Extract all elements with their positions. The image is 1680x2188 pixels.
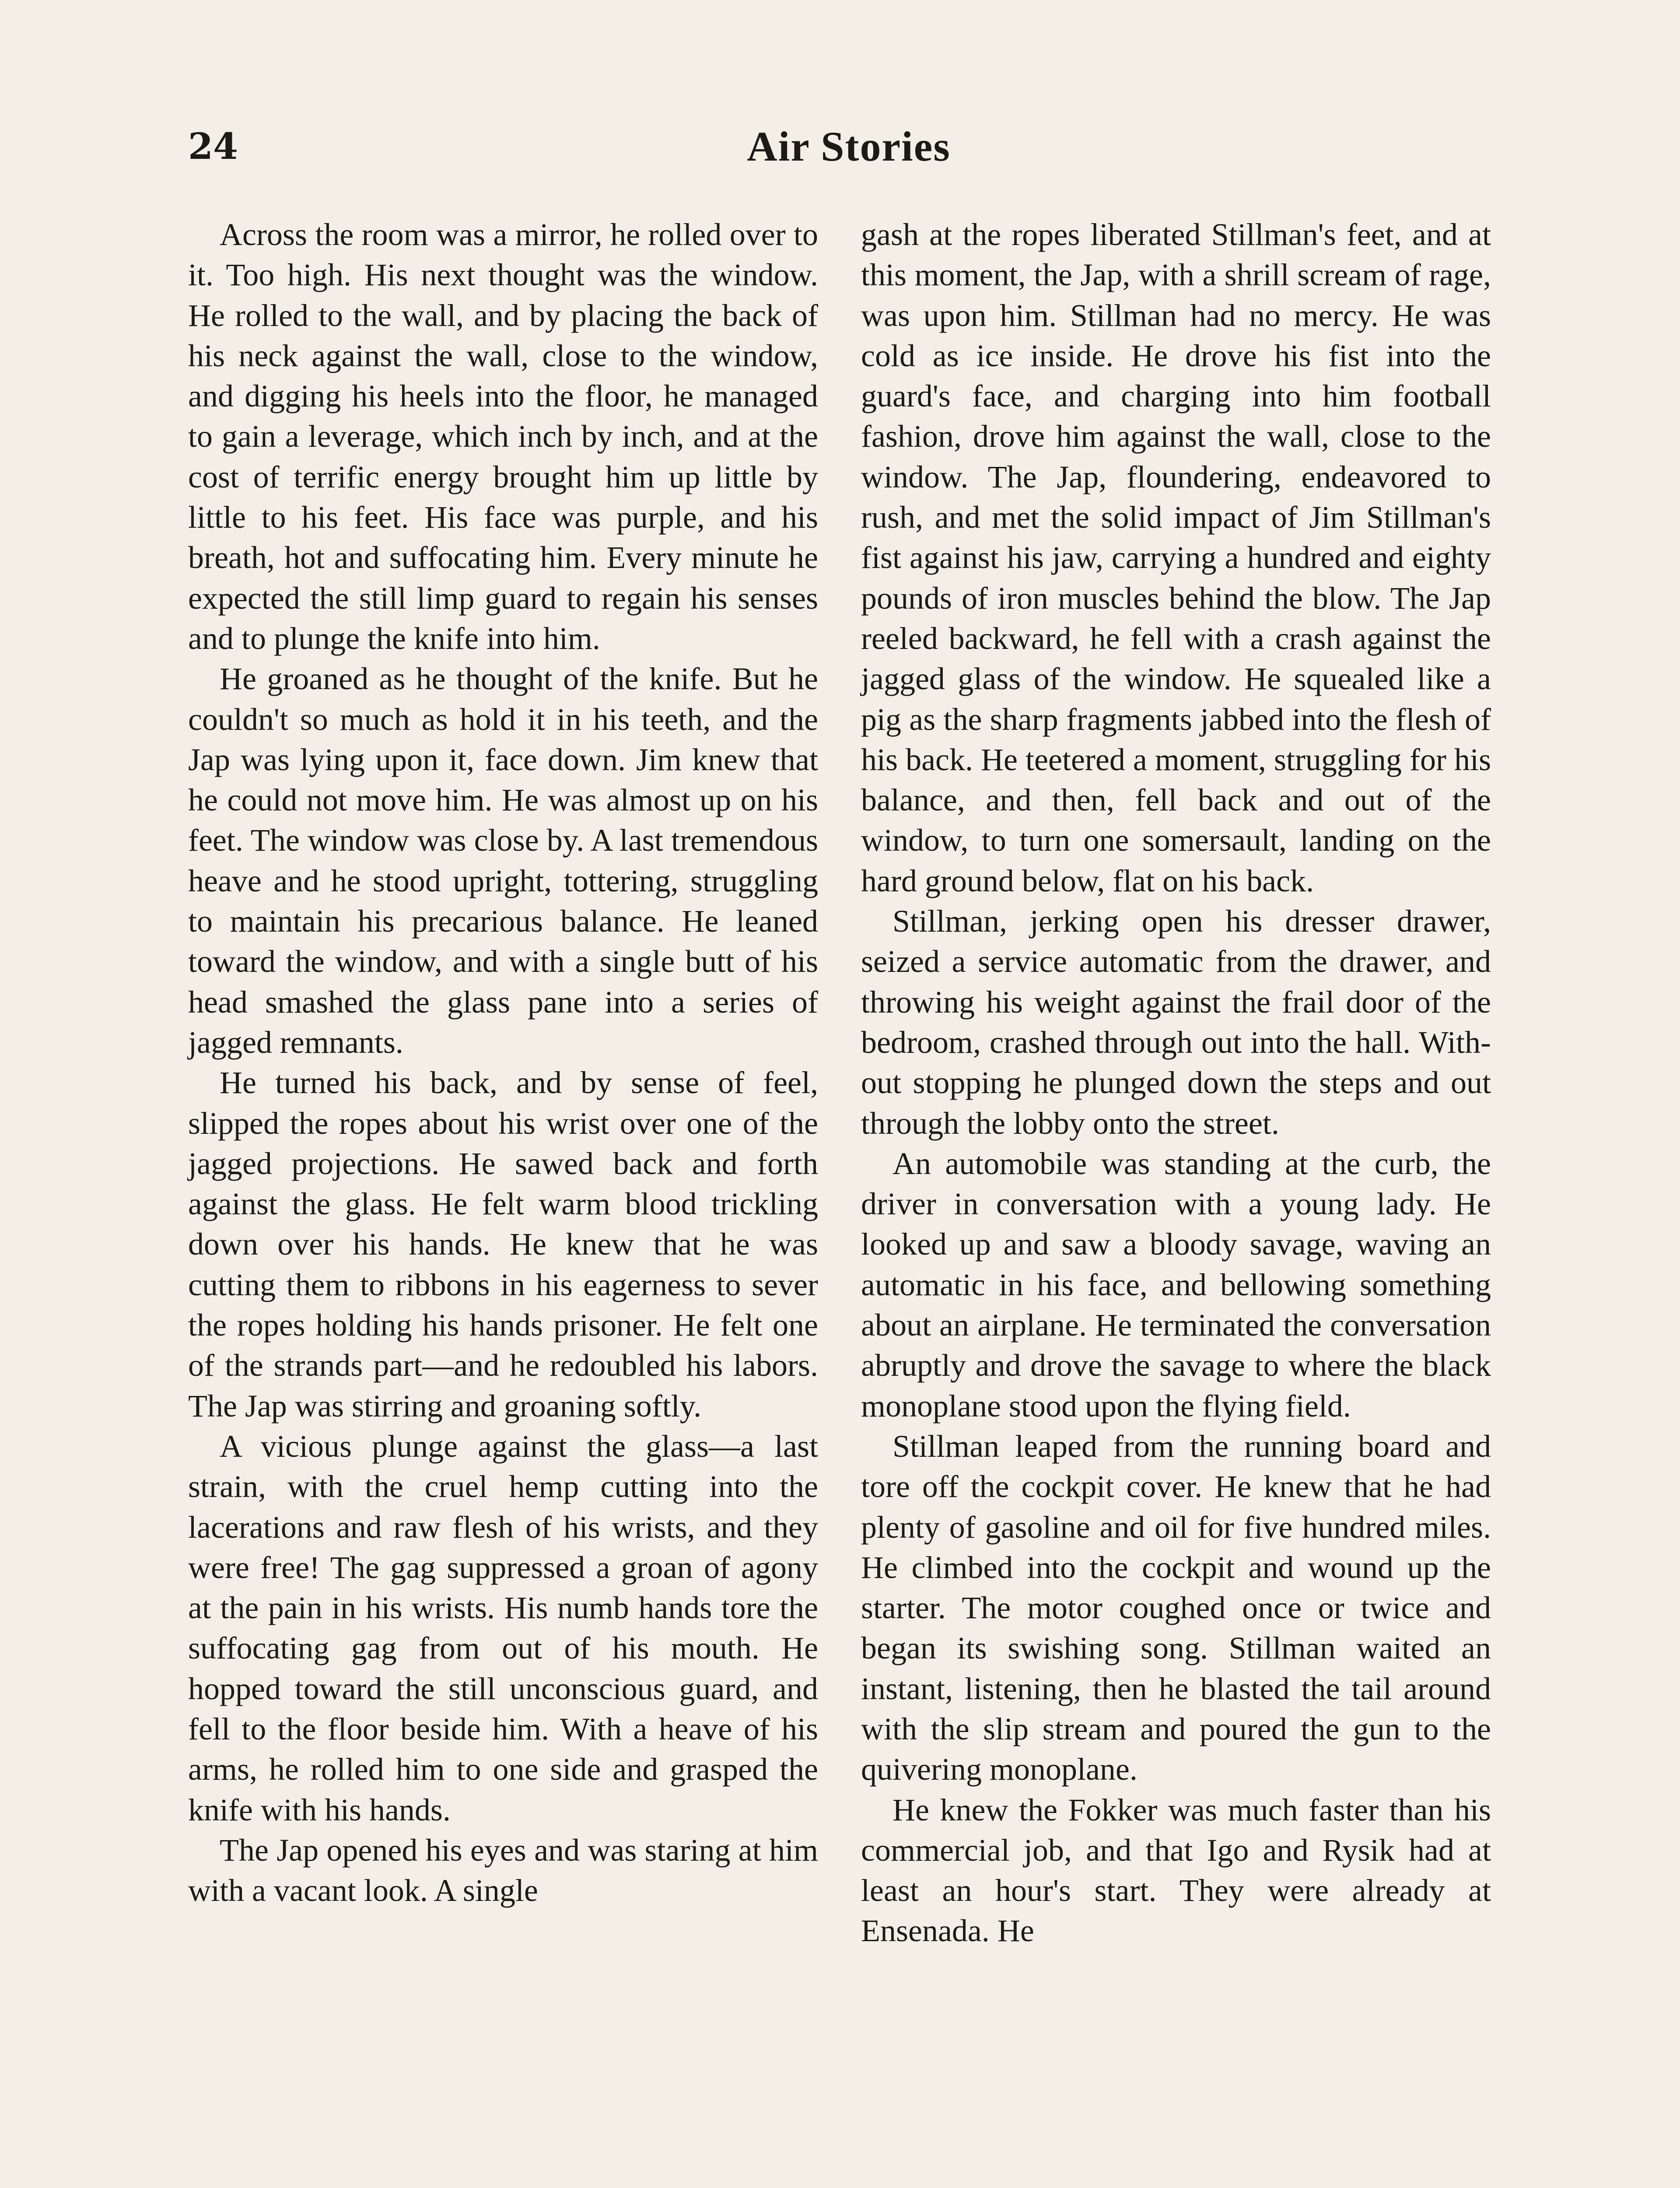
paragraph: gash at the ropes liberated Stillman's feet, and at this moment, the Jap, with a shrill scream of rage, was upon him. Stillman had no mercy. He was cold as ice inside. He drove his fist into the guard's face, and charging into him football fashion, drove him against the wall, close to the window. The Jap, floundering, endeavored to rush, and met the solid impact of Jim Stillman's fist against his jaw, carrying a hundred and eighty pounds of iron muscles behind the blow. The Jap reeled backward, he fell with a crash against the jagged glass of the window. He squealed like a pig as the sharp fragments jabbed into the flesh of his back. He teetered a moment, struggling for his balance, and then, fell back and out of the window, to turn one somersault, landing on the hard ground below, flat on his back. [861,217,1491,898]
paragraph: An automobile was standing at the curb, the driver in conversation with a young lady. He looked up and saw a bloody savage, waving an automatic in his face, and bellowing something about an airplane. He terminated the conversation abruptly and drove the savage to where the black monoplane stood upon the flying field. [861,1146,1491,1424]
page-header [188,120,1509,182]
left-column [188,214,818,1911]
right-column [861,214,1491,1951]
paragraph: Stillman, jerking open his dresser drawer, seized a service automatic from the drawer, and throwing his weight against the frail door of the bedroom, crashed through out into the hall. Without stopping he plunged down the steps and out through the lobby onto the street. [861,904,1491,1141]
paragraph: The Jap opened his eyes and was staring at him with a vacant look. A single [188,1832,818,1908]
paragraph: He knew the Fokker was much faster than his commercial job, and that Igo and Rysik had at least an hour's start. They were already at Ensenada. He [861,1792,1491,1949]
paragraph: He groaned as he thought of the knife. But he couldn't so much as hold it in his teeth, and the Jap was lying upon it, face down. Jim knew that he could not move him. He was almost up on his feet. The window was close by. A last tremendous heave and he stood upright, tottering, struggling to maintain his precarious balance. He leaned toward the window, and with a single butt of his head smashed the glass pane into a series of jagged remnants. [188,661,818,1060]
paragraph: Across the room was a mirror, he rolled over to it. Too high. His next thought was the window. He rolled to the wall, and by placing the back of his neck against the wall, close to the window, and digging his heels into the floor, he managed to gain a leverage, which inch by inch, and at the cost of terrific energy brought him up little by little to his feet. His face was purple, and his breath, hot and suffocating him. Every minute he expected the still limp guard to regain his senses and to plunge the knife into him. [188,217,818,656]
running-title: Air Stories [747,123,951,170]
paragraph: Stillman leaped from the running board and tore off the cockpit cover. He knew that he had plenty of gasoline and oil for five hundred miles. He climbed into the cockpit and wound up the starter. The motor coughed once or twice and began its swishing song. Stillman waited an instant, listening, then he blasted the tail around with the slip stream and poured the gun to the quivering monoplane. [861,1428,1491,1787]
paragraph: A vicious plunge against the glass—a last strain, with the cruel hemp cutting into the lacerations and raw flesh of his wrists, and they were free! The gag suppressed a groan of agony at the pain in his wrists. His numb hands tore the suffocating gag from out of his mouth. He hopped toward the still unconscious guard, and fell to the floor beside him. With a heave of his arms, he rolled him to one side and grasped the knife with his hands. [188,1428,818,1827]
page-number: 24 [188,126,238,168]
paragraph: He turned his back, and by sense of feel, slipped the ropes about his wrist over one of the jagged projections. He sawed back and forth against the glass. He felt warm blood trickling down over his hands. He knew that he was cutting them to ribbons in his eagerness to sever the ropes holding his hands prisoner. He felt one of the strands part—and he redoubled his labors. The Jap was stirring and groaning softly. [188,1065,818,1424]
